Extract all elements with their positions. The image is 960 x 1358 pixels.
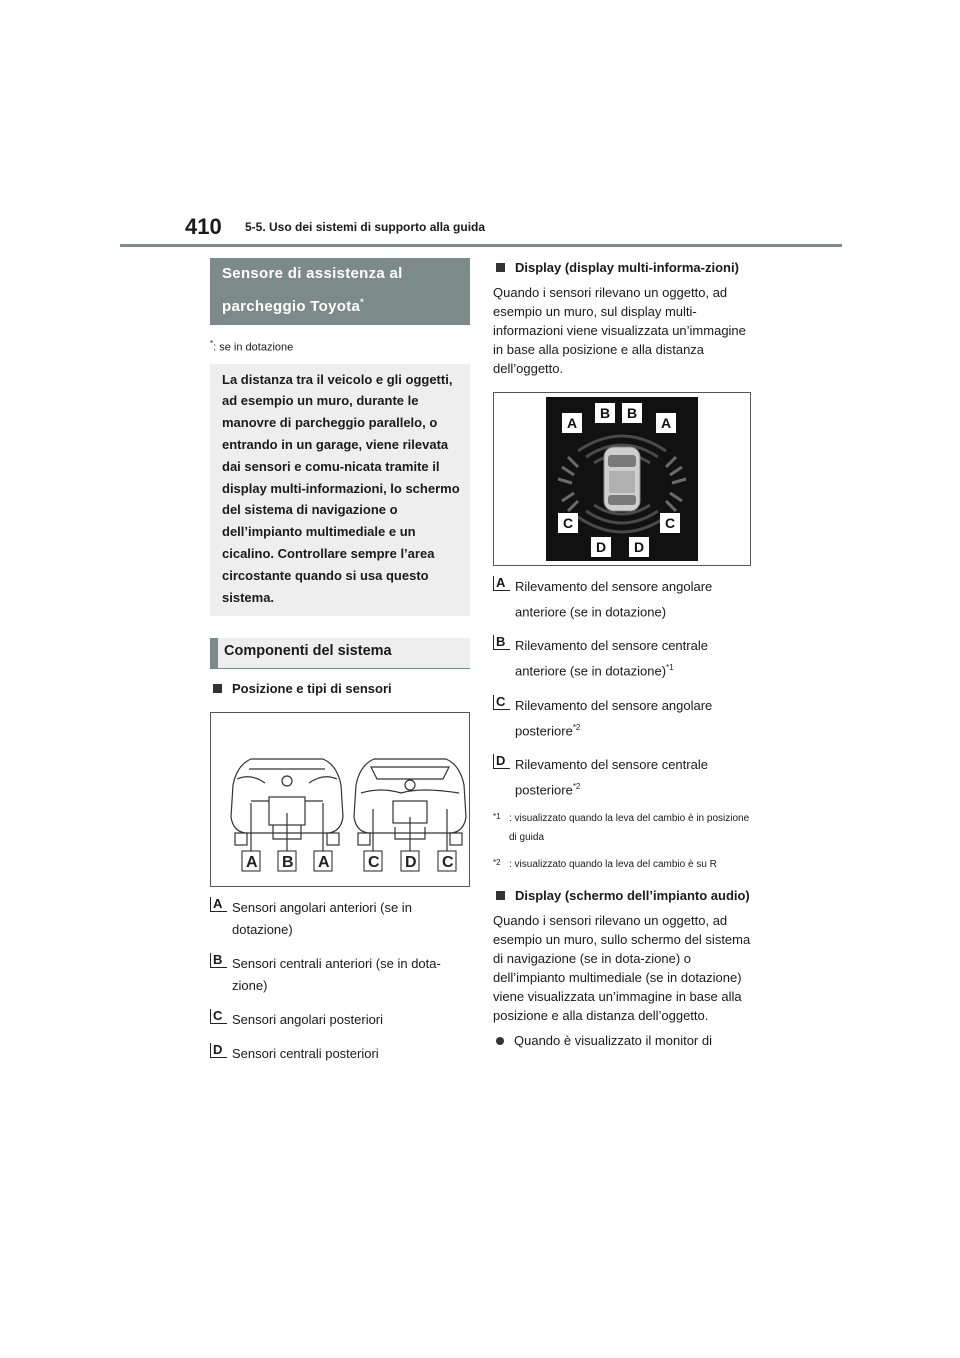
round-bullet-icon xyxy=(496,1037,504,1045)
display-mid-subheading xyxy=(493,258,751,277)
figure-label-c-right: C xyxy=(442,854,454,872)
legend-item-c xyxy=(210,1009,470,1031)
footnote-mark xyxy=(493,853,501,876)
display-label-d-left: D xyxy=(596,539,607,555)
legend-text: Sensori centrali anteriori (se in dota-zione) xyxy=(232,956,441,994)
intro-box: La distanza tra il veicolo e gli oggetti, ad esempio un muro, durante le manovre di parcheggio parallelo, o entrando in un garage, viene rilevata dai sensori e comu-nicata tramite il display multi-informazioni, lo schermo del sistema di navigazione o dell’impianto multimediale e un cicalino. Controllare sempre l’area circostante quando si usa questo sistema. xyxy=(210,364,470,617)
sensor-location-figure xyxy=(210,712,470,887)
section-title-box xyxy=(210,258,470,325)
display-legend-b xyxy=(493,635,751,682)
display-audio-paragraph: Quando i sensori rilevano un oggetto, ad esempio un muro, sullo schermo del sistema di navigazione (se in dota-zione) o dell’impianto multimediale (se in dotazione) viene visualizzata un’immagine in base alla posizione e alla distanza dell’oggetto. xyxy=(493,913,751,1024)
legend-note-mark: *2 xyxy=(572,722,581,732)
display-illustration xyxy=(494,393,750,565)
legend-text: Rilevamento del sensore centrale anteriore (se in dotazione) xyxy=(515,638,708,679)
subheading-text: Display (display multi-informa-zioni) xyxy=(515,260,739,275)
sensor-types-subheading xyxy=(210,679,470,698)
legend-text: Sensori angolari posteriori xyxy=(232,1012,384,1028)
subheading-text: Display (schermo dell’impianto audio) xyxy=(515,888,750,904)
square-bullet-icon xyxy=(213,684,222,693)
section-title: Sensore di assistenza al parcheggio Toyota xyxy=(222,265,403,315)
legend-item-d xyxy=(210,1043,470,1065)
square-bullet-icon xyxy=(496,263,505,272)
legend-key: D xyxy=(493,754,510,769)
footnote-1 xyxy=(493,809,751,847)
display-label-a-left: A xyxy=(567,415,578,431)
display-label-a-right: A xyxy=(661,415,672,431)
bullet-text: Quando è visualizzato il monitor di xyxy=(514,1033,712,1049)
multi-information-display-figure xyxy=(493,392,751,566)
figure-label-a-right: A xyxy=(318,854,330,872)
legend-text: Sensori centrali posteriori xyxy=(232,1046,379,1062)
footnote-text: : visualizzato quando la leva del cambio è in posizione di guida xyxy=(509,813,750,844)
display-legend-a xyxy=(493,576,751,623)
header-rule xyxy=(120,244,842,247)
vehicle-top-view-icon xyxy=(604,447,640,511)
display-label-b-right: B xyxy=(627,405,638,421)
left-column xyxy=(210,258,470,1065)
availability-footnote xyxy=(210,339,470,354)
title-asterisk: * xyxy=(360,297,364,307)
legend-text: Rilevamento del sensore centrale posteriore xyxy=(515,756,708,798)
figure-label-b: B xyxy=(282,854,294,872)
components-heading: Componenti del sistema xyxy=(210,638,470,669)
running-head: 5-5. Uso dei sistemi di supporto alla guida xyxy=(245,220,486,234)
legend-key: C xyxy=(493,695,510,710)
figure-label-a-left: A xyxy=(246,854,258,872)
legend-key: A xyxy=(493,576,510,591)
legend-note-mark: *1 xyxy=(666,663,674,673)
footnote-2 xyxy=(493,855,751,874)
vehicle-front-rear-illustration xyxy=(211,713,469,886)
legend-key: A xyxy=(210,897,227,912)
display-label-c-left: C xyxy=(563,515,574,531)
subheading-text: Posizione e tipi di sensori xyxy=(232,681,392,697)
legend-note-mark: *2 xyxy=(572,781,581,791)
legend-key: D xyxy=(210,1043,227,1058)
footnote-mark xyxy=(493,807,501,830)
legend-item-a xyxy=(210,897,470,941)
display-legend-c xyxy=(493,695,751,742)
display-audio-subheading xyxy=(493,886,751,905)
figure-label-c-left: C xyxy=(368,854,380,872)
display-label-c-right: C xyxy=(665,515,676,531)
legend-key: B xyxy=(493,635,510,650)
footnote-text: : se in dotazione xyxy=(213,341,294,354)
right-column xyxy=(493,258,751,1050)
footnote-mark-text: *1 xyxy=(493,812,501,822)
legend-text: Rilevamento del sensore angolare anteriore (se in dotazione) xyxy=(515,579,713,620)
legend-key: B xyxy=(210,953,227,968)
bullet-item xyxy=(493,1031,751,1050)
footnote-mark-text: *2 xyxy=(493,858,501,868)
legend-item-b xyxy=(210,953,470,997)
figure-label-d: D xyxy=(405,854,417,872)
square-bullet-icon xyxy=(496,891,505,900)
footnote-text: : visualizzato quando la leva del cambio è su R xyxy=(509,859,717,871)
display-mid-paragraph: Quando i sensori rilevano un oggetto, ad esempio un muro, sul display multi-informazioni viene visualizzata un’immagine in base alla posizione e alla distanza dell’oggetto. xyxy=(493,285,746,376)
legend-text: Rilevamento del sensore angolare posteriore xyxy=(515,697,713,738)
display-legend-d xyxy=(493,754,751,801)
footnote-asterisk: * xyxy=(210,339,214,348)
display-label-b-left: B xyxy=(600,405,611,421)
page-number: 410 xyxy=(185,214,222,239)
legend-key: C xyxy=(210,1009,227,1024)
display-label-d-right: D xyxy=(634,539,645,555)
legend-text: Sensori angolari anteriori (se in dotazione) xyxy=(232,900,412,938)
